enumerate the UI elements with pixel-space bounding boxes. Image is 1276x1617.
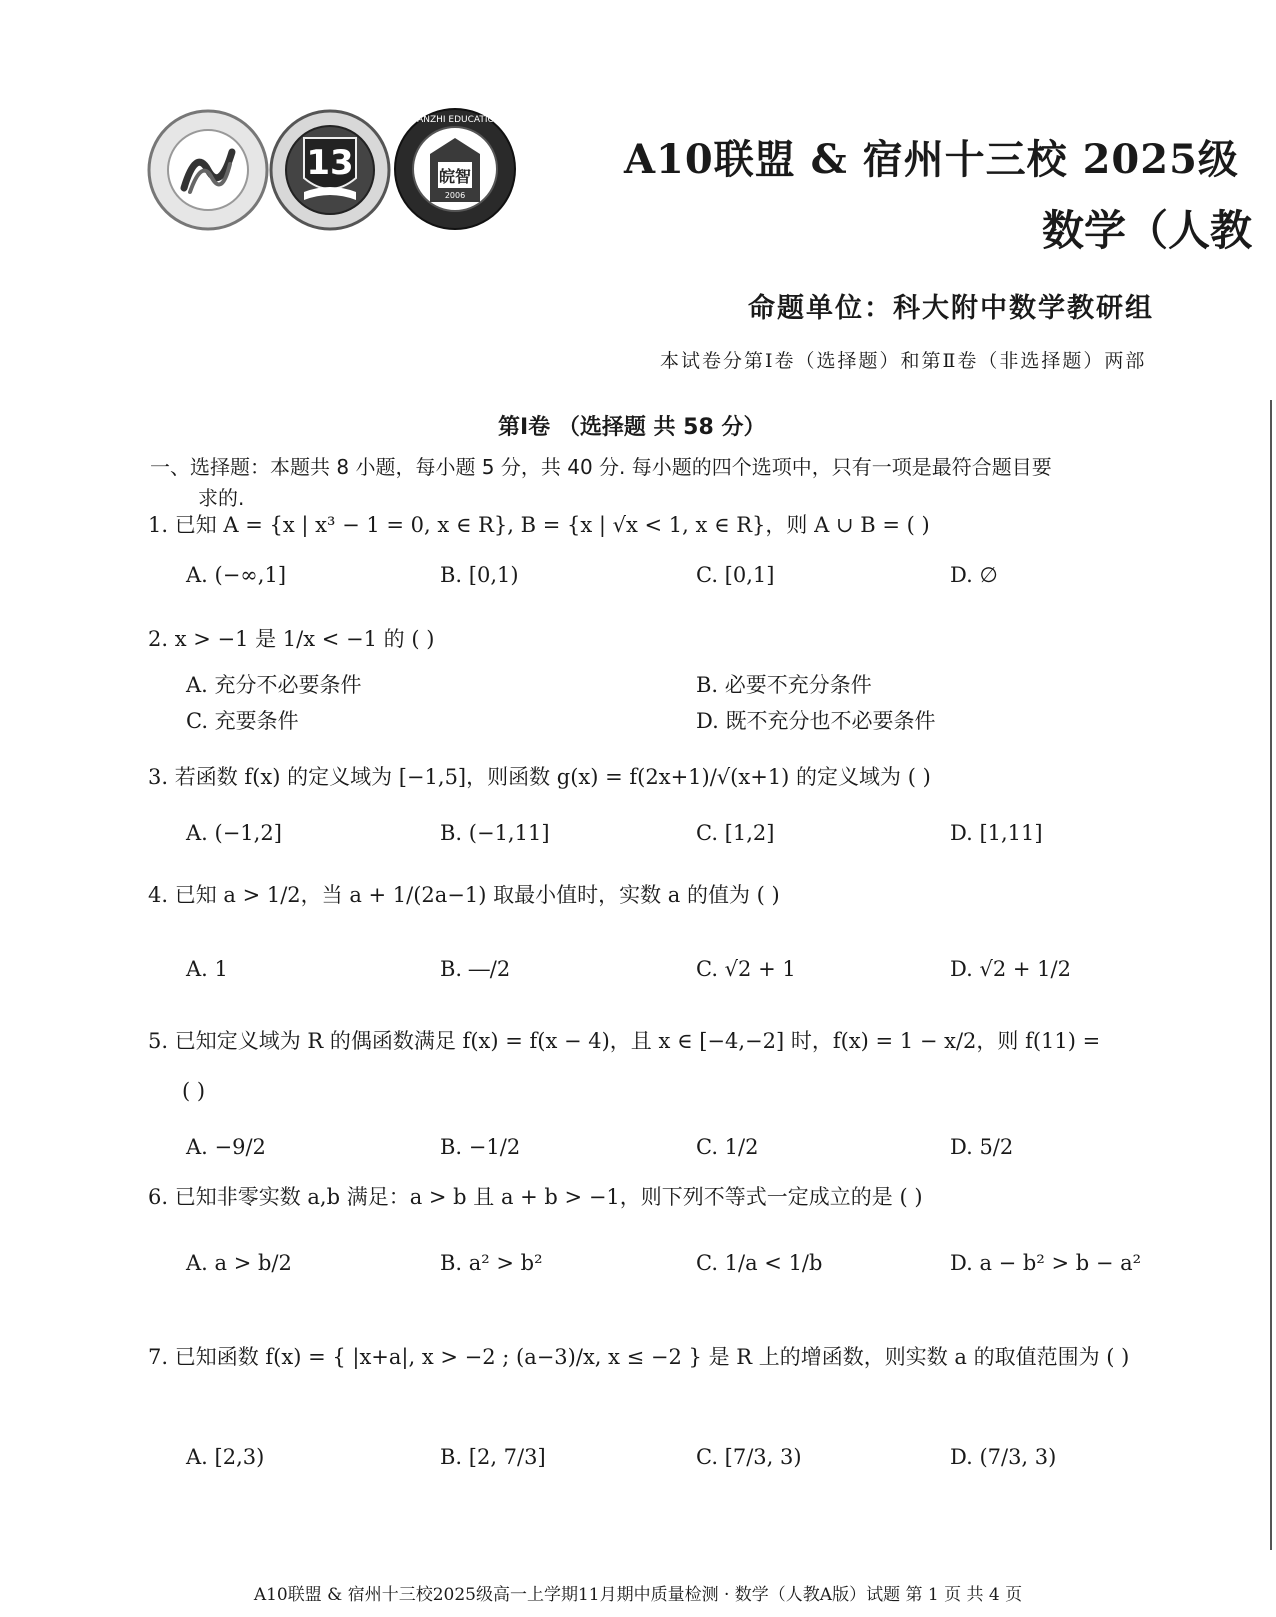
q6-option-a: A. a > b/2 [186, 1251, 292, 1275]
q4-option-b: B. ―/2 [440, 957, 511, 981]
page-footer: A10联盟 & 宿州十三校2025级高一上学期11月期中质量检测 · 数学（人教A版）试题 第 1 页 共 4 页 [253, 1585, 1023, 1605]
q5-option-c: C. 1/2 [696, 1135, 759, 1159]
question-2: 2. x > −1 是 1/x < −1 的 ( ) [148, 627, 435, 651]
q5-option-a: A. −9/2 [186, 1135, 266, 1159]
author-line: 命题单位：科大附中数学教研组 [748, 293, 1154, 324]
question-1: 1. 已知 A = {x | x³ − 1 = 0, x ∈ R}, B = {x | √x < 1, x ∈ R}，则 A ∪ B = ( ) [148, 513, 930, 537]
q2-option-a: A. 充分不必要条件 [186, 673, 362, 697]
svg-text:WANZHI EDUCATION: WANZHI EDUCATION [408, 115, 502, 125]
exam-subtitle: 数学（人教 [1042, 206, 1253, 255]
exam-title: A10联盟 & 宿州十三校 2025级 [624, 136, 1239, 183]
q2-option-c: C. 充要条件 [186, 709, 299, 733]
q5-option-b: B. −1/2 [440, 1135, 521, 1159]
q3-option-b: B. (−1,11] [440, 821, 550, 845]
q5-option-d: D. 5/2 [950, 1135, 1014, 1159]
alliance-logo [146, 108, 270, 232]
question-5: 5. 已知定义域为 R 的偶函数满足 f(x) = f(x − 4)，且 x ∈ [−4,−2] 时，f(x) = 1 − x/2，则 f(11) = [148, 1029, 1101, 1053]
q7-option-c: C. [7/3, 3) [696, 1445, 802, 1469]
q1-option-c: C. [0,1] [696, 563, 775, 587]
question-3: 3. 若函数 f(x) 的定义域为 [−1,5]，则函数 g(x) = f(2x+1)/√(x+1) 的定义域为 ( ) [148, 765, 931, 789]
q7-option-a: A. [2,3) [186, 1445, 265, 1469]
q7-option-d: D. (7/3, 3) [950, 1445, 1057, 1469]
q3-option-d: D. [1,11] [950, 821, 1043, 845]
section-intro [150, 452, 1230, 514]
q7-option-b: B. [2, 7/3] [440, 1445, 546, 1469]
q4-option-c: C. √2 + 1 [696, 957, 796, 981]
q3-option-a: A. (−1,2] [186, 821, 282, 845]
q3-option-c: C. [1,2] [696, 821, 775, 845]
question-6: 6. 已知非零实数 a,b 满足：a > b 且 a + b > −1，则下列不等式一定成立的是 ( ) [148, 1185, 923, 1209]
q6-option-b: B. a² > b² [440, 1251, 543, 1275]
svg-text:13: 13 [306, 143, 354, 183]
intro-line-2: 求的. [198, 486, 245, 510]
q1-option-a: A. (−∞,1] [186, 563, 287, 587]
svg-text:2006: 2006 [444, 191, 466, 200]
q1-option-b: B. [0,1) [440, 563, 519, 587]
q6-option-d: D. a − b² > b − a² [950, 1251, 1142, 1275]
q2-option-d: D. 既不充分也不必要条件 [696, 709, 936, 733]
intro-line-1: 一、选择题：本题共 8 小题，每小题 5 分，共 40 分. 每小题的四个选项中，只有一项是最符合题目要 [150, 455, 1052, 479]
q6-option-c: C. 1/a < 1/b [696, 1251, 823, 1275]
question-4: 4. 已知 a > 1/2，当 a + 1/(2a−1) 取最小值时，实数 a 的值为 ( ) [148, 883, 780, 907]
q4-option-a: A. 1 [186, 957, 228, 981]
margin-line [1270, 400, 1272, 1550]
section-title: 第Ⅰ卷 （选择题 共 58 分） [498, 415, 766, 440]
q4-option-d: D. √2 + 1/2 [950, 957, 1071, 981]
question-5-answer-bracket: ( ) [182, 1079, 206, 1103]
q2-option-b: B. 必要不充分条件 [696, 673, 872, 697]
suzhou-13-logo [268, 108, 392, 232]
wanzhi-logo [392, 106, 516, 230]
exam-note: 本试卷分第Ⅰ卷（选择题）和第Ⅱ卷（非选择题）两部 [660, 350, 1147, 372]
q1-option-d: D. ∅ [950, 563, 998, 587]
question-7: 7. 已知函数 f(x) = { |x+a|, x > −2 ; (a−3)/x, x ≤ −2 } 是 R 上的增函数，则实数 a 的取值范围为 ( ) [148, 1345, 1130, 1369]
svg-text:皖智: 皖智 [438, 167, 472, 186]
